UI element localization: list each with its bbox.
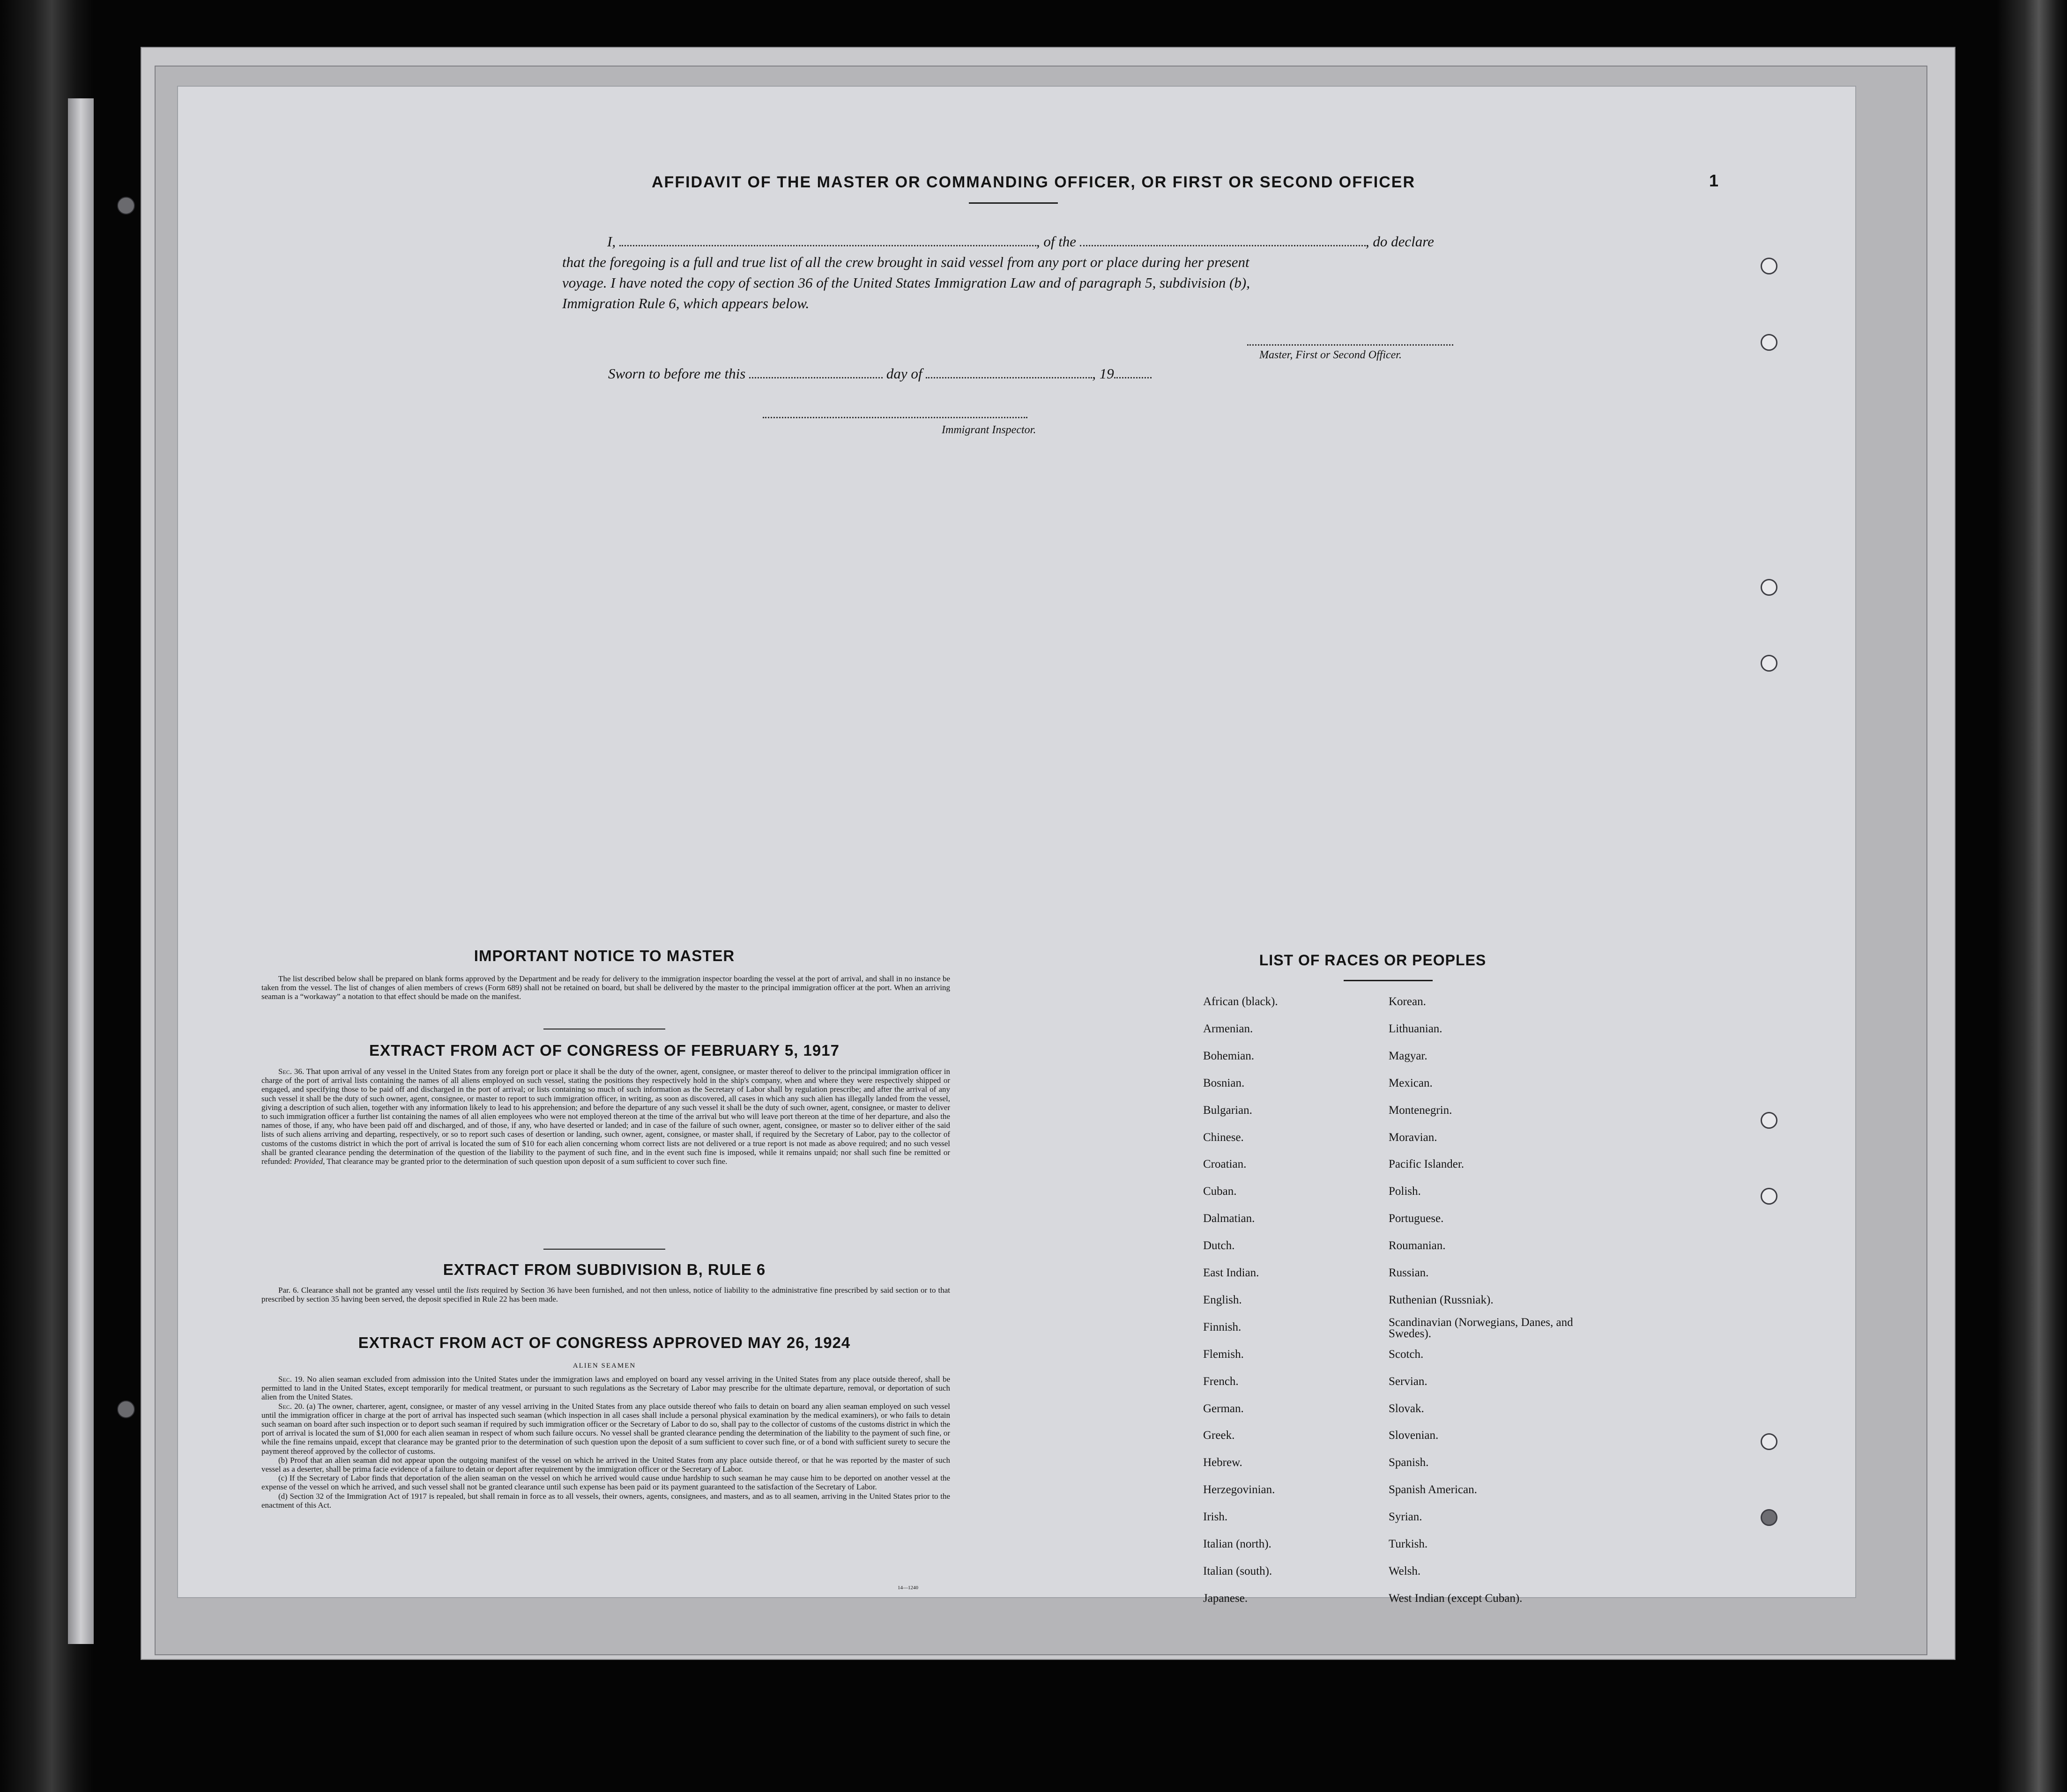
blank-year-field [1114,377,1152,378]
race-item: Lithuanian. [1389,1022,1442,1035]
section-19 [261,1375,950,1402]
section-label: Sec. 20. [278,1401,305,1411]
race-item: Magyar. [1389,1050,1428,1062]
form-number: 14—1240 [898,1585,918,1591]
extract-rule6-text [261,1286,950,1303]
scan-frame-right [1997,0,2067,1792]
race-item: Bosnian. [1203,1077,1245,1089]
races-title: LIST OF RACES OR PEOPLES [1259,952,1487,969]
affidavit-line-3: voyage. I have noted the copy of section 36 of the United States Immigration Law and of paragraph 5, subdivision (b), [562,274,1250,291]
sworn-day-of: day of [886,365,922,382]
section-label: Sec. 36. [278,1067,305,1076]
race-item: French. [1203,1375,1239,1388]
race-item: Herzegovinian. [1203,1483,1275,1496]
binder-hole [117,1400,135,1418]
blank-vessel-field [1080,245,1366,246]
race-item: Pacific Islander. [1389,1158,1465,1170]
race-item: Bulgarian. [1203,1104,1252,1117]
race-item: Moravian. [1389,1131,1437,1144]
section-36-text: That upon arrival of any vessel in the United States from any foreign port or place it shall be the duty of the owner, agent, consignee, or master thereof to deliver to the principal immigration officer in charge of the port of arrival lists containing the names of all aliens employed on such vessel, stating the positions they respectively hold in the ship's company, when and where they were respectively shipped or engaged, and specifying those to be paid off and discharged in the port of arrival; or lists containing so much of such information as the Secretary of Labor shall by regulation prescribe; and after the arrival of any such vessel it shall be the duty of such owner, agent, consignee, or master to report to such immigration officer, in writing, as soon as discovered, all cases in which any such alien has illegally landed from the vessel, giving a description of such alien, together with any information likely to lead to his apprehension; and before the departure of any such vessel it shall be the duty of such owner, agent, consignee, or master to deliver to such immigration officer a further list containing the names of all alien employees who were not employed thereon at the time of the arrival but who will leave port thereon at the time of her departure, and also the names of those, if any, who have been paid off and discharged, and of those, if any, who have deserted or landed; and in case of the failure of such owner, agent, consignee, or master so to deliver either of the said lists of such aliens arriving and departing, respectively, or so to report such cases of desertion or landing, such owner, agent, consignee, or master shall, if required by the Secretary of Labor, pay to the collector of customs of the customs district in which the port of arrival is located the sum of $10 for each alien concerning whom correct lists are not delivered or a true report is not made as above required; and no such vessel shall be granted clearance pending the determination of the question of the liability to the payment of such fine, and in the event such fine is imposed, while it remains unpaid; nor shall such fine be remitted or refunded: [261,1067,950,1166]
master-signature-line [1247,344,1453,346]
section-20c: (c) If the Secretary of Labor finds that deportation of the alien seaman on the vessel on which he arrived would cause undue hardship to such seaman he may cause him to be deported on another vessel at the expense of the vessel on which he arrived, and such vessel shall not be granted clearance until such expense has been paid or its payment guaranteed to the satisfaction of the Secretary of Labor. [261,1474,950,1492]
punch-hole [1761,1112,1777,1129]
notice-text: The list described below shall be prepared on blank forms approved by the Department and be ready for delivery to the immigration inspector boarding the vessel at the port of arrival, and shall in no instance be taken from the vessel. The list of changes of alien members of crews (Form 689) shall not be retained on board, but shall be delivered by the master to the principal immigration officer at the port. When an arriving seaman is a “workaway” a notation to that effect should be made on the manifest. [261,974,950,1001]
race-item: Bohemian. [1203,1050,1255,1062]
extract-1917-text [261,1067,950,1166]
race-item: African (black). [1203,995,1278,1008]
race-item: Finnish. [1203,1321,1242,1333]
race-item: Servian. [1389,1375,1428,1388]
inspector-signature-line [763,417,1027,418]
race-item: Croatian. [1203,1158,1247,1170]
provided-label: Provided, [294,1157,325,1166]
punch-hole [1761,1188,1777,1205]
race-item: Turkish. [1389,1538,1428,1550]
punch-hole [1761,334,1777,351]
race-item: Irish. [1203,1511,1228,1523]
affidavit-title: AFFIDAVIT OF THE MASTER OR COMMANDING OFFICER, OR FIRST OR SECOND OFFICER [652,173,1415,191]
race-item: Cuban. [1203,1185,1237,1198]
section-36-text-end: That clearance may be granted prior to the determination of such question upon deposit of a sum sufficient to cover such fine. [327,1157,728,1166]
page-number: 1 [1709,171,1719,190]
race-item: Italian (south). [1203,1565,1272,1577]
punch-hole [1761,1433,1777,1450]
punch-hole [1761,579,1777,596]
race-item: Mexican. [1389,1077,1433,1089]
rule6-text-b: required by Section 36 have been furnished, and not then unless, notice of liability to the administrative fine prescribed by said section or to that prescribed by section 35 having been served, the deposit specified in Rule 22 has been made. [261,1286,950,1304]
extract-rule6-title: EXTRACT FROM SUBDIVISION B, RULE 6 [443,1261,766,1278]
race-item: English. [1203,1294,1242,1306]
race-item: Dalmatian. [1203,1212,1255,1225]
race-item: Syrian. [1389,1511,1422,1523]
race-item: Scandinavian (Norwegians, Danes, and Swedes). [1389,1316,1573,1340]
master-label: Master, First or Second Officer. [1259,349,1402,361]
affidavit-i: I, [607,233,616,250]
race-item: East Indian. [1203,1266,1259,1279]
inspector-label: Immigrant Inspector. [942,424,1036,436]
section-20d: (d) Section 32 of the Immigration Act of 1917 is repealed, but shall remain in force as to all vessels, their owners, agents, consignees, and masters, and as to all seamen, arriving in the United States prior to the enactment of this Act. [261,1491,950,1510]
race-item: Russian. [1389,1266,1429,1279]
extract-1924-text [261,1375,950,1510]
race-item: Ruthenian (Russniak). [1389,1294,1494,1306]
race-item: Greek. [1203,1429,1235,1442]
race-item: Portuguese. [1389,1212,1444,1225]
race-item: Flemish. [1203,1348,1244,1361]
section-19-text: No alien seaman excluded from admission into the United States under the immigration laws and employed on board any vessel arriving in the United States from any place outside thereof, shall be permitted to land in the United States, except temporarily for medical treatment, or pursuant to such regulations as the Secretary of Labor may prescribe for the ultimate departure, removal, or deportation of such alien from the United States. [261,1375,951,1402]
race-item: Roumanian. [1389,1239,1446,1252]
race-item: Polish. [1389,1185,1421,1198]
section-20a-text: (a) The owner, charterer, agent, consignee, or master of any vessel arriving in the United States from any place outside thereof who fails to detain on board any alien seaman employed on such vessel until the immigration officer in charge at the port of arrival has inspected such seaman (which inspection in all cases shall include a personal physical examination by the medical examiners), or who fails to detain such seaman on board after such inspection or to deport such seaman if required by such immigration officer or the Secretary of Labor to do so, shall pay to the collector of customs of the customs district in which the port of arrival is located the sum of $1,000 for each alien seaman in respect of whom such failure occurs. No vessel shall be granted clearance pending the determination of the liability to the payment of such fine, or while the fine remains unpaid, except that clearance may be granted prior to the determination of such question upon the deposit of a sum sufficient to cover such fine, or of a bond with sufficient surety to secure the payment thereof approved by the collector of customs. [261,1401,950,1456]
affidavit-do-declare: , do declare [1365,233,1434,250]
blank-name-field [619,245,1036,246]
extract-1924-title: EXTRACT FROM ACT OF CONGRESS APPROVED MAY 26, 1924 [358,1334,851,1351]
sworn-prefix: Sworn to before me this [608,365,746,382]
race-item: Hebrew. [1203,1456,1242,1469]
race-item: West Indian (except Cuban). [1389,1592,1523,1605]
race-item: German. [1203,1402,1244,1415]
sworn-year: , 19 [1092,365,1114,382]
sworn-line [608,365,1152,382]
punch-hole [1761,1509,1777,1526]
affidavit-of-the: , of the [1036,233,1077,250]
race-item: Welsh. [1389,1565,1421,1577]
affidavit-line-2: that the foregoing is a full and true list of all the crew brought in said vessel from any port or place during her present [562,254,1249,270]
affidavit-line-1 [607,233,1434,250]
notice-title: IMPORTANT NOTICE TO MASTER [474,947,735,964]
alien-seamen-subtitle: ALIEN SEAMEN [573,1362,636,1370]
divider [543,1249,665,1250]
binder-edge-strip [68,98,94,1644]
race-item: Italian (north). [1203,1538,1271,1550]
race-item: Scotch. [1389,1348,1424,1361]
blank-day-field [749,377,883,378]
race-item: Dutch. [1203,1239,1235,1252]
rule6-text-a: Par. 6. Clearance shall not be granted any vessel until the [278,1286,464,1295]
race-item: Korean. [1389,995,1426,1008]
race-item: Slovenian. [1389,1429,1439,1442]
race-item: Montenegrin. [1389,1104,1452,1117]
race-item: Slovak. [1389,1402,1424,1415]
race-item: Japanese. [1203,1592,1248,1605]
section-20a [261,1402,950,1456]
document-page [178,87,1855,1597]
punch-hole [1761,655,1777,672]
section-label: Sec. 19. [278,1375,305,1384]
blank-month-field [926,377,1092,378]
race-item: Spanish. [1389,1456,1429,1469]
punch-hole [1761,258,1777,274]
race-item: Spanish American. [1389,1483,1477,1496]
section-20b: (b) Proof that an alien seaman did not appear upon the outgoing manifest of the vessel on which he arrived in the United States from any place outside thereof, or that he was reported by the master of such vessel as a deserter, shall be prima facie evidence of a failure to detain or deport after requirement by the immigration officer or the Secretary of Labor. [261,1455,950,1474]
divider [1344,980,1433,981]
affidavit-line-4: Immigration Rule 6, which appears below. [562,295,810,311]
race-item: Armenian. [1203,1022,1253,1035]
divider [969,202,1058,204]
extract-1917-title: EXTRACT FROM ACT OF CONGRESS OF FEBRUARY 5, 1917 [369,1042,840,1059]
race-item: Chinese. [1203,1131,1244,1144]
lists-word: lists [466,1286,479,1295]
binder-hole [117,197,135,215]
